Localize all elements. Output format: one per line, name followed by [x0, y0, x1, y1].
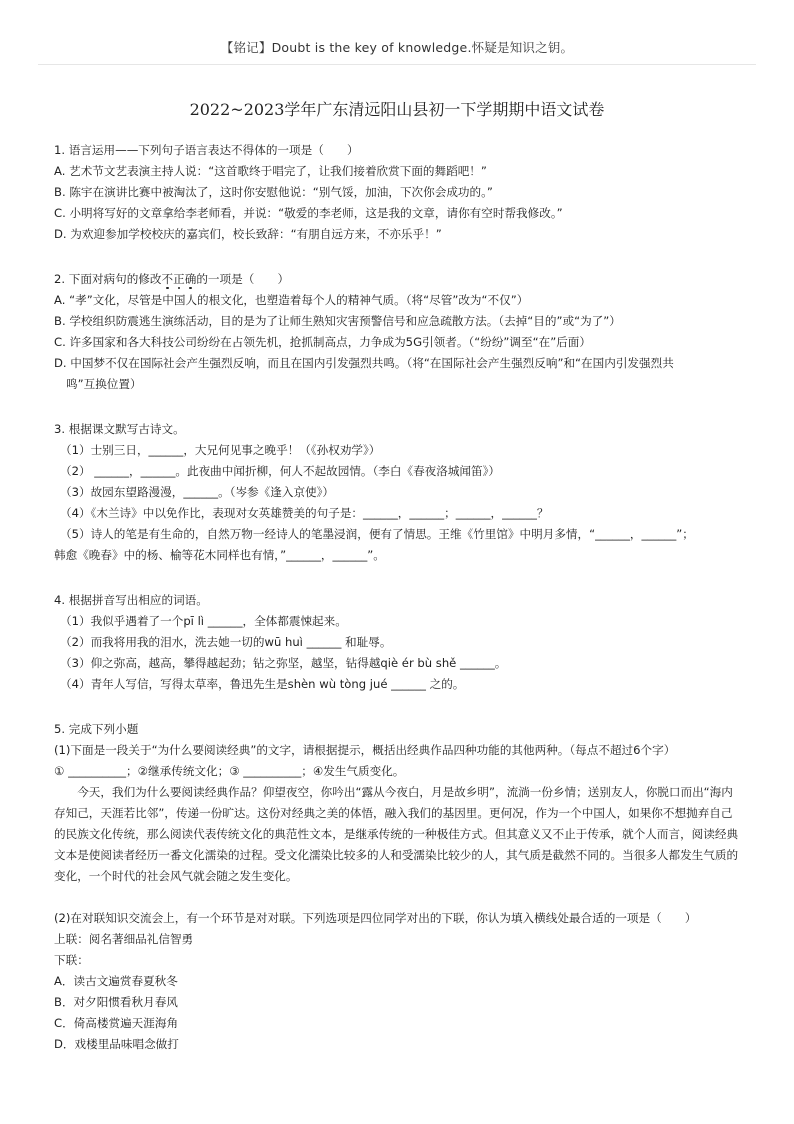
emphasis-dot-char: 不 — [161, 272, 174, 286]
question-5-sub1-stem: (1)下面是一段关于“为什么要阅读经典”的文字，请根据提示，概括出经典作品四种功能的其他两种。（每点不超过6个字） — [54, 743, 676, 757]
question-3-item-5: （5）诗人的笔是有生命的，自然万物一经诗人的笔墨浸润，便有了情思。王维《竹里馆》中明月多情，“______，______”； — [60, 527, 694, 541]
question-5 — [54, 719, 744, 1055]
question-3-item-3: （3）故园东望路漫漫，______。（岑参《逢入京使》） — [60, 485, 335, 499]
question-4-item-2: （2）而我将用我的泪水，洗去她一切的wū huì ______ 和耻辱。 — [60, 635, 392, 649]
question-5-option-a: A．读古文遍赏春夏秋冬 — [54, 974, 178, 988]
question-1-stem: 1. 语言运用——下列句子语言表达不得体的一项是（ ） — [54, 143, 359, 157]
spacer — [54, 887, 744, 908]
question-1-option-a: A. 艺术节文艺表演主持人说：“这首歌终于唱完了，让我们接着欣赏下面的舞蹈吧！” — [54, 164, 487, 178]
question-2-option-b: B. 学校组织防震逃生演练活动，目的是为了让师生熟知灾害预警信号和应急疏散方法。（去掉“目的”或“为了”） — [54, 314, 621, 328]
question-1-option-d: D. 为欢迎参加学校校庆的嘉宾们，校长致辞：“有朋自远方来，不亦乐乎！” — [54, 227, 442, 241]
question-2-option-c: C. 许多国家和各大科技公司纷纷在占领先机，抢抓制高点，力争成为5G引领者。（“纷纷”调至“在”后面） — [54, 335, 591, 349]
emphasis-dot-char: 正 — [173, 272, 185, 286]
header-divider — [38, 64, 756, 65]
question-2 — [54, 269, 744, 395]
question-5-option-c: C．倚高楼赏遍天涯海角 — [54, 1016, 179, 1030]
question-2-option-d: D. 中国梦不仅在国际社会产生强烈反响，而且在国内引发强烈共鸣。（将“在国际社会产生强烈反响”和“在国内引发强烈共 — [54, 356, 674, 370]
exam-content — [54, 140, 744, 1055]
couplet-upper: 上联：阅名著细品礼信智勇 — [54, 932, 194, 946]
spacer — [54, 695, 744, 719]
page-title: 2022~2023学年广东清远阳山县初一下学期期中语文试卷 — [189, 100, 605, 119]
question-2-option-d-continued: 鸣”互换位置） — [66, 377, 142, 391]
question-4-item-1: （1）我似乎遇着了一个pī lì ______，全体都震悚起来。 — [60, 614, 347, 628]
question-5-sub2-stem: (2)在对联知识交流会上，有一个环节是对对联。下列选项是四位同学对出的下联，你认为填入横线处最合适的一项是（ ） — [54, 911, 697, 925]
question-2-option-a: A. “孝”文化，尽管是中国人的根文化，也塑造着每个人的精神气质。（将“尽管”改为“不仅”） — [54, 293, 529, 307]
question-3-stem: 3. 根据课文默写古诗文。 — [54, 422, 185, 436]
spacer — [54, 395, 744, 419]
question-4-item-4: （4）青年人写信，写得太草率，鲁迅先生是shèn wù tòng jué ______ 之的。 — [60, 677, 465, 691]
emphasis-dot-char: 确 — [184, 272, 197, 286]
question-5-option-b: B．对夕阳惯看秋月春风 — [54, 995, 178, 1009]
question-3-item-2: （2） ______，______。此夜曲中闻折柳，何人不起故园情。（李白《春夜洛城闻笛》） — [60, 464, 501, 478]
question-2-stem-before: 2. 下面对病句的修改 — [54, 272, 162, 286]
question-5-passage: 今天，我们为什么要阅读经典作品？仰望夜空，你吟出“露从今夜白，月是故乡明”，流淌一份乡情；送别友人，你脱口而出“海内存知己，天涯若比邻”，传递一份旷达。这份对经典之美的体悟，融入我们的基因里。更何况，作为一个中国人，如果你不想抛弃自己的民族文化传统，那么阅读代表传统文化的典范性文本，是继承传统的一种极佳方式。但其意义又不止于传承，就个人而言，阅读经典文本是使阅读者经历一番文化濡染的过程。受文化濡染比较多的人和受濡染比较少的人，其气质是截然不同的。当很多人都发生气质的变化，一个时代的社会风气就会随之发生变化。 — [54, 785, 739, 883]
question-3-item-4: （4）《木兰诗》中以免作比，表现对女英雄赞美的句子是：______，______；______，______？ — [60, 506, 549, 520]
question-5-option-d: D．戏楼里品味唱念做打 — [54, 1037, 179, 1051]
question-4-item-3: （3）仰之弥高，越高，攀得越起劲；钻之弥坚，越坚，钻得越qiè ér bù shě ______。 — [60, 656, 507, 670]
question-5-stem: 5. 完成下列小题 — [54, 722, 139, 736]
spacer — [54, 566, 744, 590]
question-3 — [54, 419, 744, 566]
question-2-stem-after: 的一项是（ ） — [196, 272, 290, 286]
question-3-item-5-continued: 韩愈《晚春》中的杨、榆等花木同样也有情，”______，______”。 — [54, 548, 385, 562]
question-2-stem — [54, 269, 744, 290]
header-motto: 【铭记】Doubt is the key of knowledge.怀疑是知识之钥。 — [220, 40, 574, 55]
question-1-option-c: C. 小明将写好的文章拿给李老师看，并说：“敬爱的李老师，这是我的文章，请你有空时帮我修改。” — [54, 206, 563, 220]
question-3-item-1: （1）士别三日，______，大兄何见事之晚乎！（《孙权劝学》） — [60, 443, 381, 457]
question-4-stem: 4. 根据拼音写出相应的词语。 — [54, 593, 208, 607]
spacer — [54, 245, 744, 269]
question-1 — [54, 140, 744, 245]
question-5-sub1-blanks: ① __________；②继承传统文化；③ __________；④发生气质变化。 — [54, 764, 405, 778]
couplet-lower: 下联： — [54, 953, 89, 967]
question-1-option-b: B. 陈宇在演讲比赛中被淘汰了，这时你安慰他说：“别气馁，加油，下次你会成功的。” — [54, 185, 493, 199]
question-4 — [54, 590, 744, 695]
